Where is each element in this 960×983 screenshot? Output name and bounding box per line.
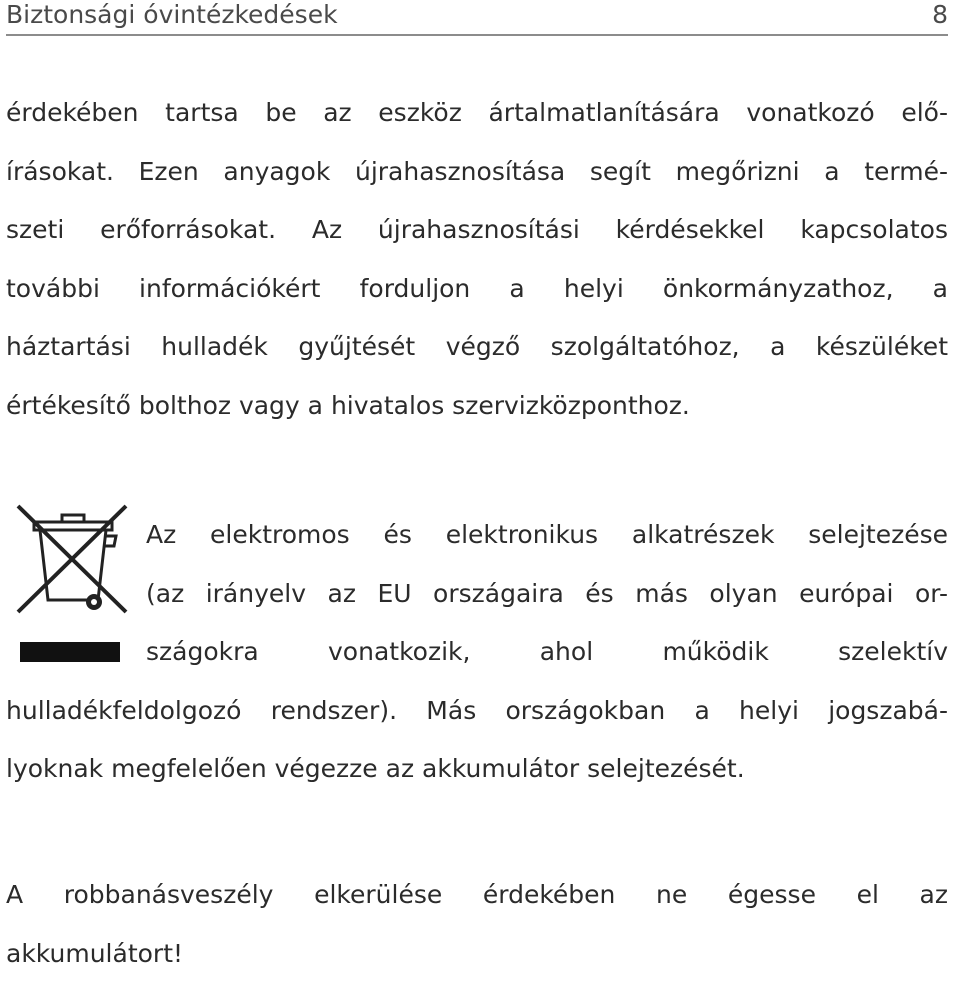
explosion-warning-paragraph [6, 866, 948, 983]
text-line: A robbanásveszély elkerülése érdekében ne égesse el az [6, 866, 948, 925]
text-line: Az elektromos és elektronikus alkatrészek selejtezése [146, 506, 948, 565]
text-line: szágokra vonatkozik, ahol működik szelektív [146, 623, 948, 682]
text-line: írásokat. Ezen anyagok újrahasznosítása segít megőrizni a termé- [6, 143, 948, 202]
disposal-paragraph [6, 84, 948, 435]
text-line: szeti erőforrásokat. Az újrahasznosítási kérdésekkel kapcsolatos [6, 201, 948, 260]
section-title: Biztonsági óvintézkedések [6, 0, 338, 30]
text-line: értékesítő bolthoz vagy a hivatalos szervizközponthoz. [6, 377, 948, 436]
text-line: akkumulátort! [6, 925, 948, 983]
weee-paragraph [6, 506, 948, 799]
text-line: lyoknak megfelelően végezze az akkumulátor selejtezését. [6, 740, 948, 799]
text-line: további információkért forduljon a helyi önkormányzathoz, a [6, 260, 948, 319]
text-line: hulladékfeldolgozó rendszer). Más országokban a helyi jogszabá- [6, 682, 948, 741]
text-line: (az irányelv az EU országaira és más olyan európai or- [146, 565, 948, 624]
text-line: háztartási hulladék gyűjtését végző szolgáltatóhoz, a készüléket [6, 318, 948, 377]
text-line: érdekében tartsa be az eszköz ártalmatlanítására vonatkozó elő- [6, 84, 948, 143]
page-number: 8 [932, 0, 948, 30]
page-header [6, 0, 948, 36]
